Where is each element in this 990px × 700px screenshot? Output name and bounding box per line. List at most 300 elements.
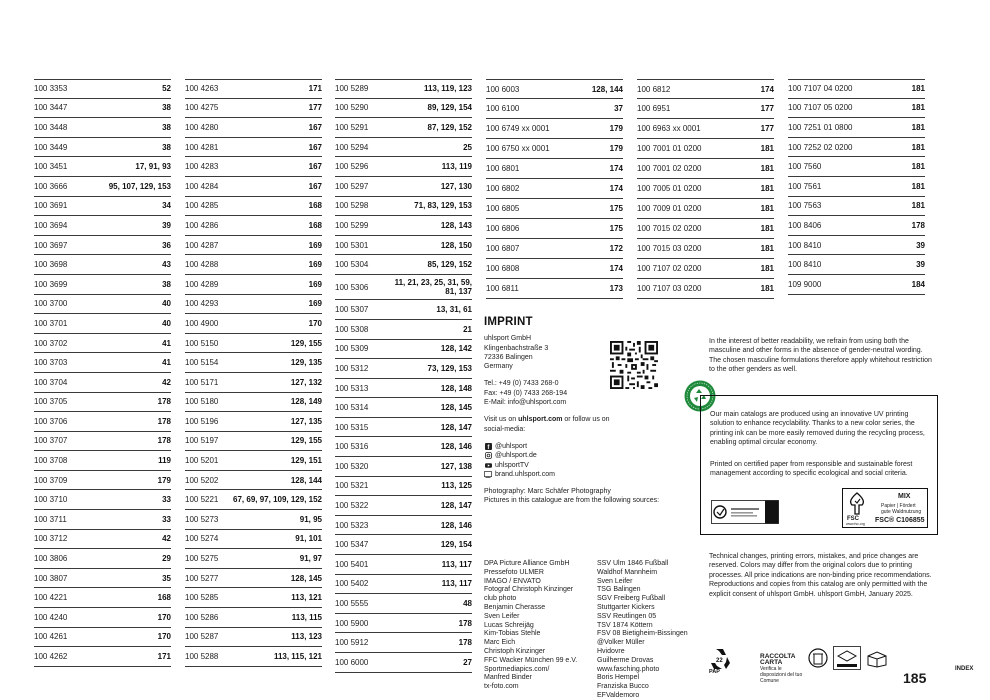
article-number: 100 3699	[34, 279, 68, 289]
article-number: 100 4262	[34, 652, 68, 662]
index-row	[335, 614, 472, 634]
index-row	[486, 99, 623, 119]
email[interactable]: E-Mail: info@uhlsport.com	[484, 399, 567, 407]
article-number: 100 4288	[185, 260, 219, 270]
article-number: 100 5347	[335, 540, 369, 550]
index-row	[335, 496, 472, 516]
index-row	[185, 275, 322, 295]
page-references: 42	[162, 377, 171, 387]
page-references: 34	[162, 201, 171, 211]
index-row	[486, 179, 623, 199]
page-references: 175	[609, 204, 623, 213]
index-row	[34, 647, 171, 667]
page-references: 73, 129, 153	[427, 363, 472, 373]
index-row	[34, 373, 171, 393]
visit-text-2: or follow us on	[562, 416, 610, 424]
article-number: 100 3708	[34, 456, 68, 466]
article-number: 100 5288	[185, 652, 219, 662]
article-number: 100 5197	[185, 436, 219, 446]
page-references: 113, 115	[291, 612, 322, 622]
article-number: 100 3451	[34, 162, 68, 172]
page-references: 179	[157, 475, 171, 485]
index-row	[335, 437, 472, 457]
page-references: 128, 146	[440, 520, 472, 530]
fsc-code: FSC® C106855	[875, 517, 925, 524]
credit-line: Fotograf Christoph Kinzinger	[484, 586, 574, 594]
article-number: 100 3709	[34, 475, 68, 485]
index-row	[335, 255, 472, 275]
index-row	[335, 320, 472, 340]
credit-line: Kim-Tobias Stehle	[484, 630, 541, 638]
page-references: 181	[760, 184, 774, 193]
article-number: 100 5201	[185, 456, 219, 466]
page-references: 48	[463, 599, 472, 609]
index-row	[34, 334, 171, 354]
index-row	[185, 138, 322, 158]
credit-line: Christoph Kinzinger	[484, 647, 546, 655]
article-number: 100 4285	[185, 201, 219, 211]
article-number: 100 5301	[335, 240, 369, 250]
fsc-label	[842, 488, 928, 528]
index-row	[34, 314, 171, 334]
index-row	[335, 236, 472, 256]
index-row	[335, 457, 472, 477]
article-number: 100 4289	[185, 279, 219, 289]
article-number: 100 3353	[34, 84, 68, 94]
article-number: 100 5277	[185, 573, 219, 583]
index-row	[335, 359, 472, 379]
article-number: 100 7561	[788, 181, 822, 191]
article-number: 100 5315	[335, 422, 369, 432]
page-references: 178	[458, 618, 472, 628]
index-row	[335, 555, 472, 575]
youtube-icon	[484, 461, 492, 469]
article-number: 100 7005 01 0200	[637, 184, 702, 193]
facebook-handle[interactable]: @uhlsport	[495, 442, 528, 450]
article-number: 100 5320	[335, 461, 369, 471]
photo-credits-column-2	[597, 560, 688, 700]
section-label: INDEX	[955, 666, 974, 672]
page-references: 39	[916, 260, 925, 270]
fsc-site: www.fsc.org	[846, 522, 865, 526]
article-number: 100 3691	[34, 201, 68, 211]
index-row	[185, 353, 322, 373]
index-row	[335, 379, 472, 399]
index-row	[34, 530, 171, 550]
raccolta-title: RACCOLTA CARTA	[760, 653, 796, 666]
page-references: 181	[911, 162, 925, 172]
page-references: 181	[911, 181, 925, 191]
page-references: 128, 144	[591, 84, 623, 94]
sources-intro: Pictures in this catalogue are from the following sources:	[484, 497, 660, 505]
article-number: 100 5312	[335, 363, 369, 373]
page-references: 171	[308, 84, 322, 94]
page-references: 174	[760, 84, 774, 94]
index-row	[335, 516, 472, 536]
page-references: 127, 135	[290, 416, 322, 426]
page-references: 127, 138	[440, 461, 472, 471]
page-references: 168	[308, 220, 322, 230]
page-references: 33	[162, 514, 171, 524]
credit-line: IMAGO / ENVATO	[484, 577, 541, 585]
page-references: 128, 144	[290, 475, 322, 485]
index-row	[637, 199, 774, 219]
article-number: 100 5289	[335, 84, 369, 94]
article-number: 100 6805	[486, 204, 520, 213]
page-references: 129, 155	[290, 338, 322, 348]
index-row	[637, 139, 774, 159]
article-number: 100 6808	[486, 264, 520, 273]
index-row	[335, 118, 472, 138]
fsc-mix: MIX	[898, 493, 911, 500]
index-row	[34, 118, 171, 138]
credit-line: club photo	[484, 595, 517, 603]
index-row	[34, 432, 171, 452]
page-references: 127, 132	[290, 377, 322, 387]
page-references: 128, 149	[290, 397, 322, 407]
social-media-list	[484, 442, 684, 479]
web-link[interactable]: brand.uhlsport.com	[495, 470, 555, 478]
fsc-paper-line-2: gute Waldnutzung	[881, 509, 922, 515]
city: 72336 Balingen	[484, 353, 533, 361]
page-references: 177	[308, 103, 322, 113]
index-row	[335, 216, 472, 236]
page-references: 181	[911, 84, 925, 94]
index-row	[486, 279, 623, 299]
page-references: 71, 83, 129, 153	[414, 201, 472, 211]
page-references: 170	[157, 632, 171, 642]
index-row	[637, 239, 774, 259]
article-number: 100 6802	[486, 184, 520, 193]
article-number: 100 4275	[185, 103, 219, 113]
article-number: 100 6003	[486, 84, 520, 94]
index-row	[34, 549, 171, 569]
index-row	[34, 295, 171, 315]
page-references: 167	[308, 142, 322, 152]
page-references: 43	[162, 260, 171, 270]
index-row	[335, 418, 472, 438]
index-row	[185, 334, 322, 354]
article-number: 100 5274	[185, 534, 219, 544]
country: Germany	[484, 363, 513, 371]
credit-line: FFC Wacker München 99 e.V.	[484, 656, 578, 664]
index-row	[185, 432, 322, 452]
page-references: 128, 142	[440, 344, 472, 354]
page-references: 171	[157, 652, 171, 662]
index-row	[34, 510, 171, 530]
page-references: 181	[760, 264, 774, 273]
article-number: 100 5314	[335, 403, 369, 413]
fax: Fax: +49 (0) 7433 268-194	[484, 389, 568, 397]
fsc-paper-line-1: Papier | Fördert	[881, 503, 916, 509]
article-number: 100 3806	[34, 554, 68, 564]
page-references: 113, 115, 121	[273, 652, 322, 662]
facebook-icon	[484, 443, 492, 451]
article-number: 100 5299	[335, 220, 369, 230]
page-references: 169	[308, 299, 322, 309]
index-row	[335, 575, 472, 595]
index-row	[486, 139, 623, 159]
page-references: 184	[911, 279, 925, 289]
article-number: 100 5313	[335, 383, 369, 393]
article-number: 100 5154	[185, 358, 219, 368]
article-number: 100 6801	[486, 164, 520, 173]
credit-line: Lucas Schreijäg	[484, 621, 534, 629]
page-references: 173	[609, 284, 623, 293]
page-references: 52	[162, 84, 171, 94]
credit-line: Boris Hempel	[597, 674, 640, 682]
raccolta-carta-block	[760, 654, 808, 684]
qr-code-icon[interactable]	[610, 341, 658, 389]
page-references: 38	[162, 279, 171, 289]
index-row	[788, 275, 925, 295]
page-references: 169	[308, 260, 322, 270]
credit-line: FSV 08 Bietigheim-Bissingen	[597, 630, 688, 638]
page-references: 39	[162, 220, 171, 230]
page-references: 128, 146	[440, 442, 472, 452]
credit-line: Franziska Bucco	[597, 683, 649, 691]
index-row	[185, 490, 322, 510]
index-row	[335, 177, 472, 197]
index-row	[788, 255, 925, 275]
index-row	[637, 259, 774, 279]
page-references: 21	[463, 324, 472, 334]
article-number: 100 7560	[788, 162, 822, 172]
article-number: 100 7001 02 0200	[637, 164, 702, 173]
credit-line: Manfred Binder	[484, 674, 532, 682]
article-number: 100 4900	[185, 318, 219, 328]
page-references: 113, 121	[291, 593, 322, 603]
article-number: 100 5323	[335, 520, 369, 530]
article-number: 100 5401	[335, 559, 369, 569]
article-number: 100 3807	[34, 573, 68, 583]
index-row	[335, 633, 472, 653]
index-row	[34, 197, 171, 217]
page-references: 113, 119, 123	[423, 84, 472, 94]
article-number: 100 5912	[335, 638, 369, 648]
visit-text-3: social-media:	[484, 425, 526, 433]
page-references: 181	[911, 201, 925, 211]
instagram-handle[interactable]: @uhlsport.de	[495, 452, 537, 460]
website-link[interactable]: uhlsport.com	[518, 416, 563, 424]
article-number: 100 7009 01 0200	[637, 204, 702, 213]
index-column-2	[185, 79, 322, 667]
index-column-3	[335, 79, 472, 673]
index-row	[486, 159, 623, 179]
page-references: 178	[458, 638, 472, 648]
index-row	[486, 79, 623, 99]
article-number: 100 6750 xx 0001	[486, 144, 550, 153]
page-references: 113, 117	[441, 559, 472, 569]
article-number: 100 3703	[34, 358, 68, 368]
index-row	[34, 216, 171, 236]
article-number: 100 5273	[185, 514, 219, 524]
index-row	[185, 569, 322, 589]
index-row	[335, 275, 472, 300]
index-row	[34, 157, 171, 177]
page-references: 181	[760, 284, 774, 293]
index-row	[185, 314, 322, 334]
company-name: uhlsport GmbH	[484, 335, 532, 343]
article-number: 100 5180	[185, 397, 219, 407]
article-number: 100 5321	[335, 481, 369, 491]
article-number: 100 5150	[185, 338, 219, 348]
page-references: 178	[157, 436, 171, 446]
page-references: 181	[760, 244, 774, 253]
index-row	[34, 451, 171, 471]
page-references: 167	[308, 181, 322, 191]
index-row	[335, 138, 472, 158]
index-row	[335, 340, 472, 360]
page-number: 185	[903, 670, 927, 686]
page-references: 174	[609, 264, 623, 273]
page-references: 168	[157, 593, 171, 603]
index-row	[185, 510, 322, 530]
article-number: 100 5285	[185, 593, 219, 603]
article-number: 100 4286	[185, 220, 219, 230]
article-number: 100 5402	[335, 579, 369, 589]
index-row	[185, 393, 322, 413]
article-number: 100 5275	[185, 554, 219, 564]
index-row	[185, 530, 322, 550]
raccolta-pap: PAP	[709, 669, 720, 673]
index-row	[185, 79, 322, 99]
page-references: 29	[162, 554, 171, 564]
article-number: 100 5309	[335, 344, 369, 354]
index-row	[335, 99, 472, 119]
page-references: 181	[760, 224, 774, 233]
article-number: 100 4287	[185, 240, 219, 250]
raccolta-subtitle: Verifica le disposizioni del tuo Comune	[760, 666, 803, 684]
credit-line: tx-foto.com	[484, 683, 519, 691]
article-number: 109 9000	[788, 279, 822, 289]
youtube-handle[interactable]: uhlsportTV	[495, 461, 529, 469]
page-references: 170	[157, 612, 171, 622]
index-row	[637, 159, 774, 179]
index-row	[486, 239, 623, 259]
index-row	[788, 197, 925, 217]
photo-credits-column-1	[484, 560, 577, 692]
bin-disposal-icon	[808, 648, 828, 668]
article-number: 100 6811	[486, 284, 519, 293]
index-row	[185, 628, 322, 648]
index-row	[335, 157, 472, 177]
article-number: 100 6807	[486, 244, 520, 253]
index-column-1	[34, 79, 171, 667]
page-references: 129, 135	[290, 358, 322, 368]
page-references: 36	[162, 240, 171, 250]
page-references: 35	[162, 573, 171, 583]
article-number: 100 3701	[34, 318, 68, 328]
index-row	[637, 219, 774, 239]
index-row	[34, 471, 171, 491]
credit-line: Marc Eich	[484, 639, 516, 647]
article-number: 100 6100	[486, 104, 520, 113]
page-references: 40	[162, 299, 171, 309]
index-column-6	[788, 79, 925, 295]
article-number: 100 7251 01 0800	[788, 122, 853, 132]
page-references: 128, 147	[440, 422, 472, 432]
index-row	[335, 535, 472, 555]
web-icon	[484, 471, 492, 479]
index-row	[185, 197, 322, 217]
index-row	[34, 588, 171, 608]
page-references: 169	[308, 240, 322, 250]
page-references: 113, 119	[441, 162, 472, 172]
article-number: 100 3706	[34, 416, 68, 426]
index-row	[185, 157, 322, 177]
phone: Tel.: +49 (0) 7433 268-0	[484, 380, 559, 388]
article-number: 100 3712	[34, 534, 68, 544]
index-row	[788, 99, 925, 119]
page-references: 119	[158, 456, 171, 466]
article-number: 100 5202	[185, 475, 219, 485]
page-references: 91, 95	[299, 514, 322, 524]
page-references: 11, 21, 23, 25, 31, 59, 81, 137	[394, 278, 472, 297]
page-references: 181	[760, 204, 774, 213]
page-references: 181	[911, 122, 925, 132]
paper-package-icon	[833, 646, 861, 670]
article-number: 100 5304	[335, 260, 369, 270]
raccolta-number: 22	[716, 658, 723, 664]
article-number: 100 3666	[34, 181, 68, 191]
page-references: 128, 145	[290, 573, 322, 583]
page-references: 128, 147	[440, 501, 472, 511]
page-references: 39	[916, 240, 925, 250]
article-number: 100 5900	[335, 618, 369, 628]
article-number: 100 7563	[788, 201, 822, 211]
credit-line: Sven Leifer	[597, 577, 633, 585]
index-row	[34, 79, 171, 99]
index-row	[788, 236, 925, 256]
index-row	[637, 99, 774, 119]
article-number: 100 8410	[788, 260, 822, 270]
article-number: 100 8406	[788, 220, 822, 230]
page-references: 37	[614, 104, 623, 113]
index-row	[34, 608, 171, 628]
article-number: 100 4284	[185, 181, 219, 191]
page-references: 27	[463, 657, 472, 667]
article-number: 100 7015 02 0200	[637, 224, 702, 233]
credit-line: DPA Picture Alliance GmbH	[484, 560, 570, 567]
page-references: 168	[308, 201, 322, 211]
index-row	[185, 255, 322, 275]
article-number: 100 5306	[335, 282, 369, 292]
index-row	[486, 259, 623, 279]
article-number: 100 6812	[637, 84, 671, 94]
index-row	[185, 608, 322, 628]
page-references: 169	[308, 279, 322, 289]
index-row	[34, 628, 171, 648]
page-references: 174	[609, 164, 623, 173]
readability-note: In the interest of better readability, we refrain from using both the masculine and other forms in the absence of gender-neutral wording. The chosen masculine formulations therefore apply whitehout restriction to the other genders as well.	[709, 338, 932, 374]
index-row	[34, 569, 171, 589]
print-certificate-logo-icon	[711, 500, 779, 524]
eco-info-box	[700, 395, 938, 535]
page-references: 172	[609, 244, 623, 253]
article-number: 100 7107 05 0200	[788, 103, 853, 113]
visit-us	[484, 415, 684, 434]
page-references: 128, 145	[440, 403, 472, 413]
article-number: 100 3704	[34, 377, 68, 387]
photography-credit: Photography: Marc Schäfer Photography	[484, 488, 611, 496]
page-references: 38	[162, 122, 171, 132]
article-number: 100 5322	[335, 501, 369, 511]
article-number: 100 3705	[34, 397, 68, 407]
index-row	[34, 177, 171, 197]
credit-line: Stuttgarter Kickers	[597, 603, 655, 611]
article-number: 100 3707	[34, 436, 68, 446]
